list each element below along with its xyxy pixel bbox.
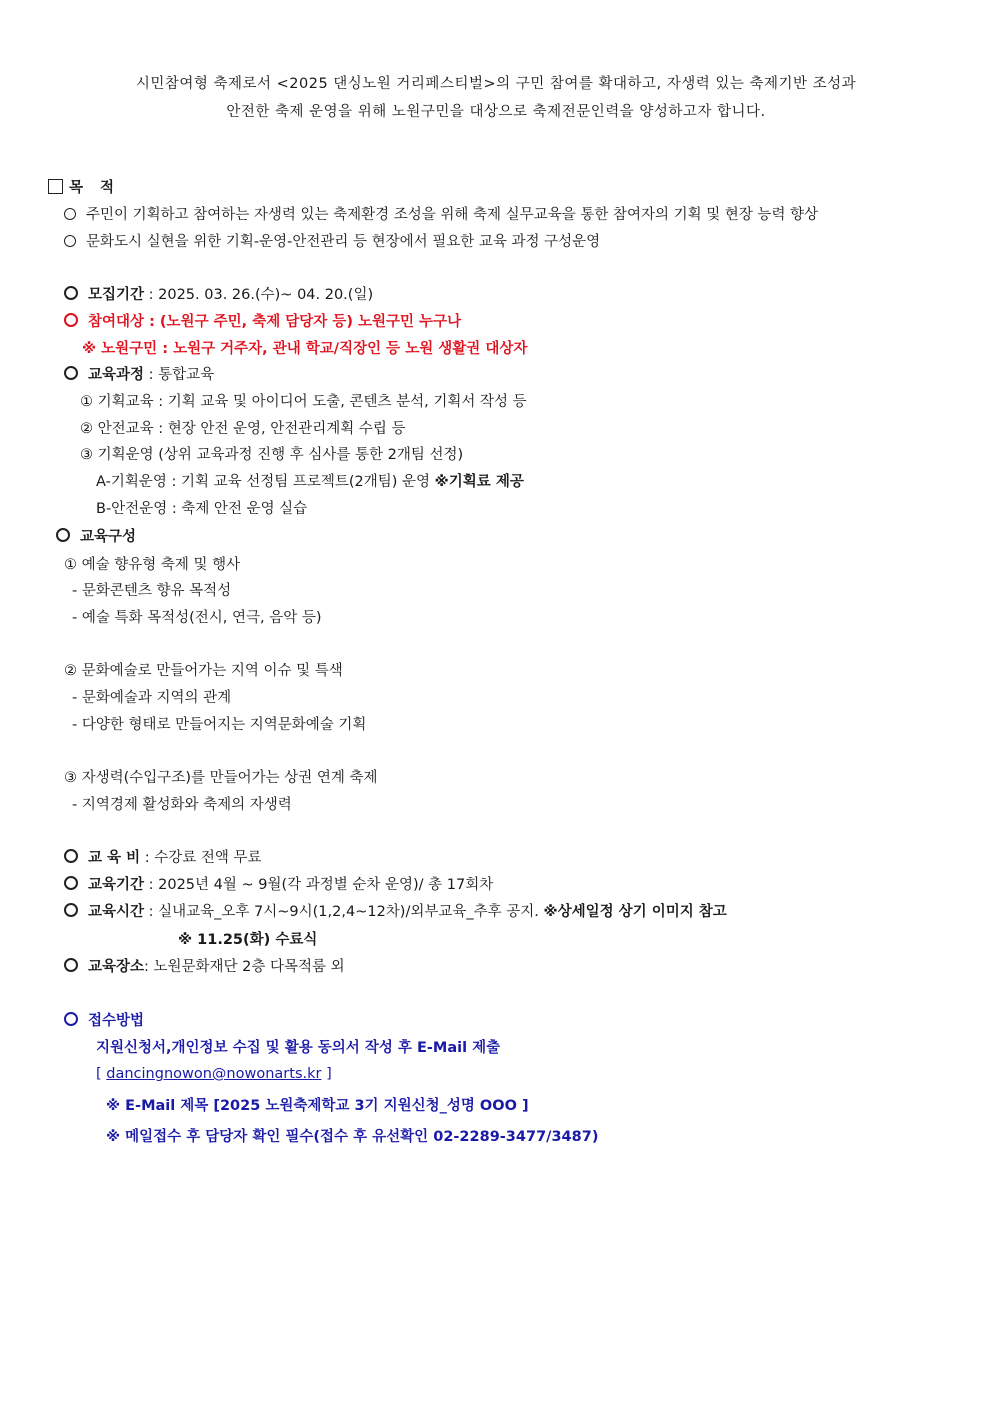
period-line: 교육기간 : 2025년 4월 ~ 9월(각 과정별 순차 운영)/ 총 17회차 (64, 875, 493, 895)
circle-bullet-icon (64, 849, 78, 863)
time-line: 교육시간 : 실내교육_오후 7시~9시(1,2,4~12차)/외부교육_추후 공지. ※상세일정 상기 이미지 참고 (64, 902, 727, 922)
circle-bullet-icon (64, 958, 78, 972)
composition-item: - 문화예술과 지역의 관계 (72, 690, 232, 706)
place-line: 교육장소: 노원문화재단 2층 다목적룸 외 (64, 957, 345, 977)
composition-item: - 문화콘텐츠 향유 목적성 (72, 583, 232, 599)
purpose-item-2: 문화도시 실현을 위한 기획-운영-안전관리 등 현장에서 필요한 교육 과정 구성운영 (64, 232, 600, 252)
circle-bullet-icon (64, 1012, 78, 1026)
circle-bullet-icon (64, 313, 78, 327)
email-link[interactable]: dancingnowon@nowonarts.kr (106, 1066, 322, 1082)
apply-note-1: ※ E-Mail 제목 [2025 노원축제학교 3기 지원신청_성명 OOO ] (106, 1098, 529, 1114)
composition-item: - 다양한 형태로 만들어지는 지역문화예술 기획 (72, 717, 367, 733)
circle-bullet-icon (64, 366, 78, 380)
recruit-period: 모집기간 : 2025. 03. 26.(수)~ 04. 20.(일) (64, 285, 373, 305)
target-note: ※ 노원구민 : 노원구 거주자, 관내 학교/직장인 등 노원 생활권 대상자 (82, 341, 528, 357)
completion-note: ※ 11.25(화) 수료식 (178, 932, 318, 948)
purpose-item-1: 주민이 기획하고 참여하는 자생력 있는 축제환경 조성을 위해 축제 실무교육을 통한 참여자의 기획 및 현장 능력 향상 (64, 205, 818, 225)
composition-item: - 지역경제 활성화와 축제의 자생력 (72, 797, 292, 813)
composition-heading: 교육구성 (56, 527, 136, 547)
circle-bullet-icon (64, 286, 78, 300)
square-bullet-icon (48, 179, 63, 194)
target-line: 참여대상 : (노원구 주민, 축제 담당자 등) 노원구민 누구나 (64, 312, 461, 332)
composition-title-1: ① 예술 향유형 축제 및 행사 (64, 557, 241, 573)
fee-line: 교 육 비 : 수강료 전액 무료 (64, 848, 262, 868)
course-line: 교육과정 : 통합교육 (64, 365, 214, 385)
composition-title-2: ② 문화예술로 만들어가는 지역 이슈 및 특색 (64, 663, 343, 679)
course-item-1: ① 기획교육 : 기획 교육 및 아이디어 도출, 콘텐츠 분석, 기획서 작성 등 (80, 394, 527, 410)
intro-line-1: 시민참여형 축제로서 <2025 댄싱노원 거리페스티벌>의 구민 참여를 확대하고, 자생력 있는 축제기반 조성과 (135, 76, 857, 92)
apply-note-2: ※ 메일접수 후 담당자 확인 필수(접수 후 유선확인 02-2289-3477/3487) (106, 1129, 599, 1145)
circle-bullet-icon (64, 903, 78, 917)
course-sub-b: B-안전운영 : 축제 안전 운영 실습 (96, 501, 308, 517)
circle-bullet-icon (64, 235, 76, 247)
circle-bullet-icon (56, 528, 70, 542)
composition-title-3: ③ 자생력(수입구조)를 만들어가는 상권 연계 축제 (64, 770, 378, 786)
intro-line-2: 안전한 축제 운영을 위해 노원구민을 대상으로 축제전문인력을 양성하고자 합니다. (226, 104, 766, 120)
composition-item: - 예술 특화 목적성(전시, 연극, 음악 등) (72, 610, 322, 626)
course-item-3: ③ 기획운영 (상위 교육과정 진행 후 심사를 통한 2개팀 선정) (80, 447, 464, 463)
purpose-heading: 목 적 (48, 178, 120, 198)
apply-line: 지원신청서,개인정보 수집 및 활용 동의서 작성 후 E-Mail 제출 (96, 1040, 501, 1056)
apply-email-line: [ dancingnowon@nowonarts.kr ] (96, 1066, 332, 1082)
circle-bullet-icon (64, 876, 78, 890)
apply-heading: 접수방법 (64, 1011, 144, 1031)
circle-bullet-icon (64, 208, 76, 220)
course-item-2: ② 안전교육 : 현장 안전 운영, 안전관리계획 수립 등 (80, 421, 406, 437)
course-sub-a: A-기획운영 : 기획 교육 선정팀 프로젝트(2개팀) 운영 ※기획료 제공 (96, 474, 524, 490)
